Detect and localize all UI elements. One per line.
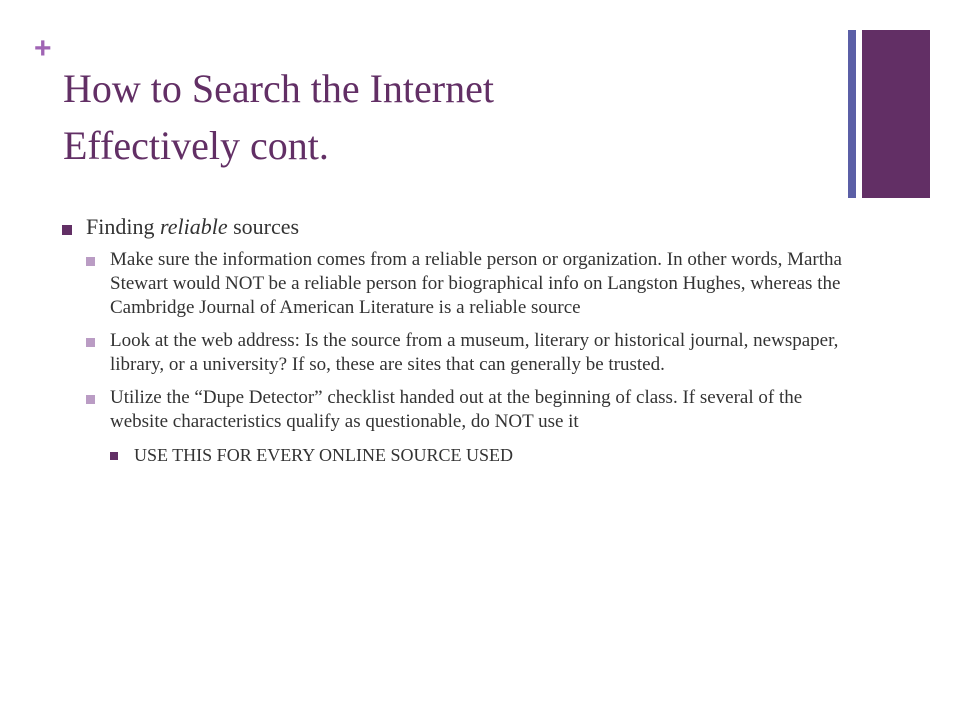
plus-icon: + (34, 32, 52, 65)
title-line-1: How to Search the Internet (63, 66, 494, 111)
bullet-suffix: sources (227, 214, 300, 239)
sub-sub-bullet-use-this: USE THIS FOR EVERY ONLINE SOURCE USED (110, 443, 842, 467)
sub-bullet-reliable-person: Make sure the information comes from a reliable person or organization. In other words, Martha Stewart would NOT be a reliable person for biographical info on Langston Hughes, whereas the Cambridge Journal of American Literature is a reliable source (86, 248, 842, 320)
accent-bar-thick (862, 30, 930, 198)
sub-sub-bullet-list (110, 443, 842, 467)
bullet-emphasis: reliable (159, 214, 228, 239)
slide-title (63, 60, 823, 174)
sub-bullet-dupe-detector-text: Utilize the “Dupe Detector” checklist handed out at the beginning of class. If several of the website characteristics qualify as questionable, do NOT use it (110, 387, 803, 432)
slide-body (62, 212, 842, 476)
title-line-2: Effectively cont. (63, 123, 329, 168)
bullet-finding-reliable-sources (62, 212, 842, 467)
accent-bar-thin (848, 30, 856, 198)
bullet-prefix: Finding (86, 214, 160, 239)
sub-bullet-list (86, 248, 842, 467)
bullet-list (62, 212, 842, 467)
sub-bullet-web-address: Look at the web address: Is the source from a museum, literary or historical journal, newspaper, library, or a university? If so, these are sites that can generally be trusted. (86, 329, 842, 377)
sub-bullet-dupe-detector (86, 386, 842, 467)
